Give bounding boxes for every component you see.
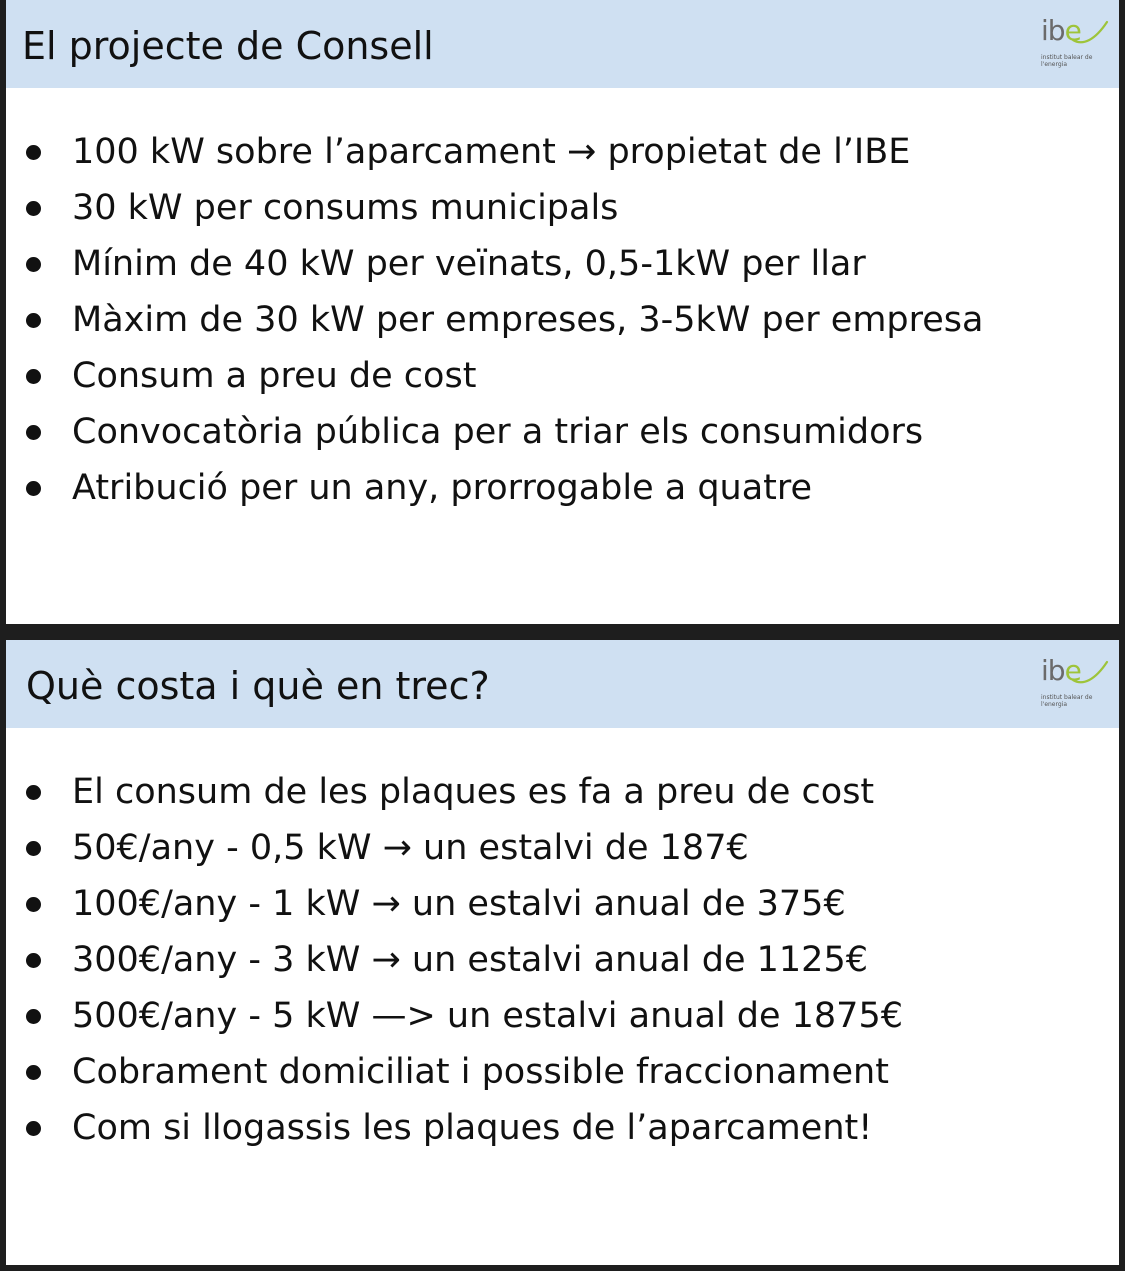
- list-item: [6, 988, 903, 1044]
- ibe-logo-icon: [1071, 658, 1109, 688]
- list-item: [6, 180, 983, 236]
- bullet-dot: [26, 953, 41, 968]
- slide-project: [6, 0, 1119, 624]
- list-item-text: 300€/any - 3 kW → un estalvi anual de 1125€: [72, 940, 868, 980]
- logo-tagline: institut balear de l'energia: [1041, 694, 1093, 708]
- bullet-list: [6, 764, 903, 1156]
- list-item: [6, 236, 983, 292]
- list-item-text: Com si llogassis les plaques de l’aparcament!: [72, 1108, 873, 1148]
- bullet-dot: [26, 1065, 41, 1080]
- list-item: [6, 404, 983, 460]
- bullet-list: [6, 124, 983, 516]
- list-item-text: 30 kW per consums municipals: [72, 188, 619, 228]
- list-item-text: 100 kW sobre l’aparcament → propietat de l’IBE: [72, 132, 911, 172]
- bullet-dot: [26, 1121, 41, 1136]
- list-item-text: Cobrament domiciliat i possible fraccionament: [72, 1052, 889, 1092]
- list-item-text: 500€/any - 5 kW —> un estalvi anual de 1875€: [72, 996, 903, 1036]
- list-item-text: Atribució per un any, prorrogable a quatre: [72, 468, 813, 508]
- bullet-dot: [26, 425, 41, 440]
- bullet-dot: [26, 145, 41, 160]
- list-item: [6, 764, 903, 820]
- slide-title: El projecte de Consell: [22, 24, 434, 68]
- bullet-dot: [26, 897, 41, 912]
- slide-title: Què costa i què en trec?: [26, 664, 490, 708]
- list-item: [6, 292, 983, 348]
- list-item-text: 100€/any - 1 kW → un estalvi anual de 375€: [72, 884, 846, 924]
- ibe-logo: [1023, 654, 1109, 716]
- list-item-text: Mínim de 40 kW per veïnats, 0,5-1kW per llar: [72, 244, 866, 284]
- logo-wordmark: ibe: [1041, 654, 1081, 687]
- bullet-dot: [26, 201, 41, 216]
- list-item: [6, 460, 983, 516]
- bullet-dot: [26, 841, 41, 856]
- slide-header: [6, 0, 1119, 88]
- list-item: [6, 124, 983, 180]
- list-item-text: 50€/any - 0,5 kW → un estalvi de 187€: [72, 828, 749, 868]
- list-item: [6, 876, 903, 932]
- logo-tagline: institut balear de l'energia: [1041, 54, 1093, 68]
- list-item-text: Consum a preu de cost: [72, 356, 477, 396]
- list-item: [6, 348, 983, 404]
- logo-wordmark: ibe: [1041, 14, 1081, 47]
- list-item-text: Màxim de 30 kW per empreses, 3-5kW per empresa: [72, 300, 984, 340]
- ibe-logo-icon: [1071, 18, 1109, 48]
- slide-header: [6, 640, 1119, 728]
- list-item-text: Convocatòria pública per a triar els consumidors: [72, 412, 924, 452]
- bullet-dot: [26, 257, 41, 272]
- bullet-dot: [26, 481, 41, 496]
- list-item: [6, 820, 903, 876]
- bullet-dot: [26, 1009, 41, 1024]
- ibe-logo: [1023, 14, 1109, 76]
- list-item: [6, 1044, 903, 1100]
- list-item: [6, 932, 903, 988]
- list-item: [6, 1100, 903, 1156]
- slide-costs: [6, 640, 1119, 1265]
- list-item-text: El consum de les plaques es fa a preu de cost: [72, 772, 875, 812]
- bullet-dot: [26, 785, 41, 800]
- bullet-dot: [26, 369, 41, 384]
- bullet-dot: [26, 313, 41, 328]
